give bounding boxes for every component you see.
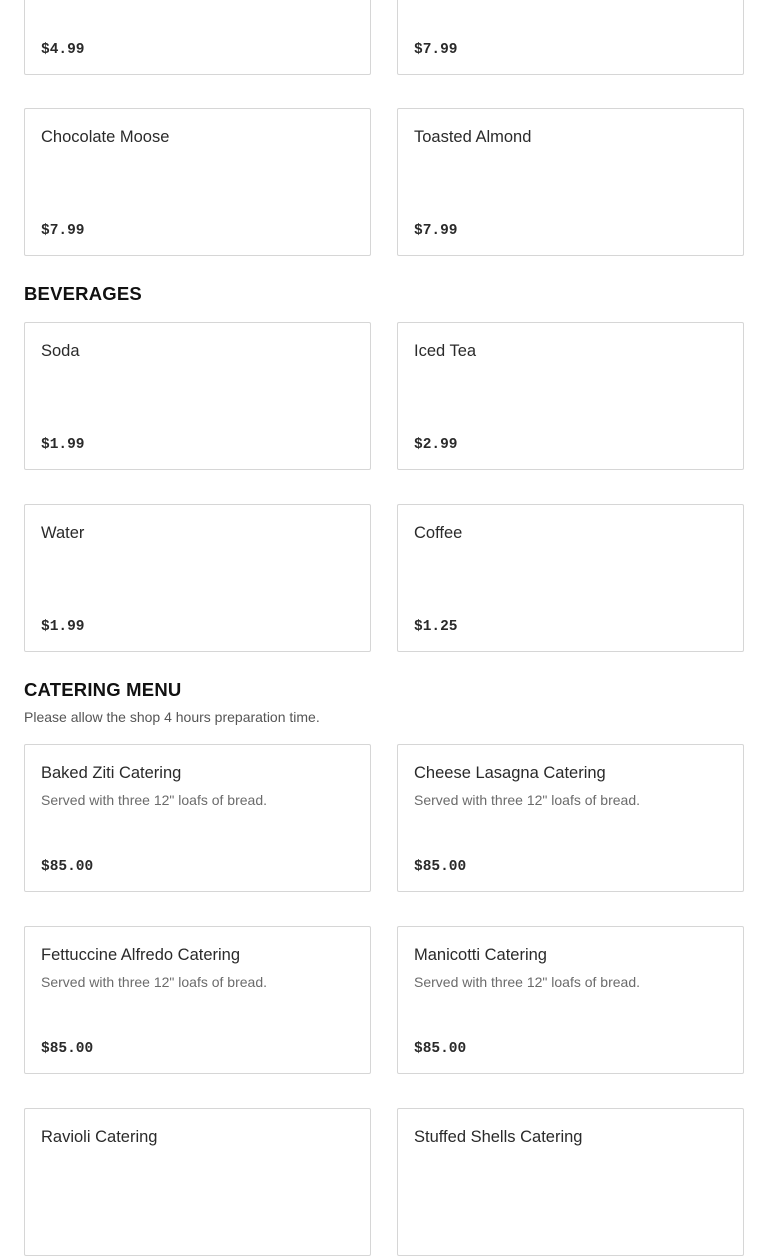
menu-item-card[interactable] [397,744,744,892]
item-name: Stuffed Shells Catering [414,1128,583,1146]
item-description: Served with three 12" loafs of bread. [41,974,267,990]
section-title-catering: CATERING MENU [24,679,182,700]
item-name: Soda [41,342,80,360]
item-price: $85.00 [414,859,467,875]
item-name: Manicotti Catering [414,946,547,964]
menu-item-card[interactable] [397,1108,744,1256]
menu-item-card[interactable] [24,0,371,75]
item-price: $4.99 [41,42,85,58]
item-price: $7.99 [414,223,458,239]
section-note: Please allow the shop 4 hours preparation time. [24,709,320,725]
item-price: $2.99 [414,437,458,453]
item-name: Chocolate Moose [41,128,170,146]
menu-item-card[interactable] [24,504,371,652]
item-price: $1.99 [41,437,85,453]
menu-item-card[interactable] [24,744,371,892]
section-title-beverages: BEVERAGES [24,283,142,304]
item-price: $7.99 [414,42,458,58]
item-price: $1.25 [414,619,458,635]
menu-item-card[interactable] [397,926,744,1074]
menu-item-card[interactable] [24,108,371,256]
item-name: Ravioli Catering [41,1128,158,1146]
menu-item-card[interactable] [24,322,371,470]
menu-item-card[interactable] [397,504,744,652]
menu-item-card[interactable] [24,926,371,1074]
menu-item-card[interactable] [24,1108,371,1256]
menu-item-card[interactable] [397,0,744,75]
item-name: Toasted Almond [414,128,532,146]
item-price: $7.99 [41,223,85,239]
item-price: $1.99 [41,619,85,635]
item-name: Fettuccine Alfredo Catering [41,946,241,964]
item-name: Baked Ziti Catering [41,764,182,782]
item-name: Cheese Lasagna Catering [414,764,606,782]
item-name: Iced Tea [414,342,477,360]
menu-item-card[interactable] [397,322,744,470]
item-name: Coffee [414,524,463,542]
item-name: Water [41,524,85,542]
item-price: $85.00 [414,1041,467,1057]
item-price: $85.00 [41,1041,94,1057]
item-price: $85.00 [41,859,94,875]
menu-item-card[interactable] [397,108,744,256]
item-description: Served with three 12" loafs of bread. [414,792,640,808]
item-description: Served with three 12" loafs of bread. [414,974,640,990]
item-description: Served with three 12" loafs of bread. [41,792,267,808]
